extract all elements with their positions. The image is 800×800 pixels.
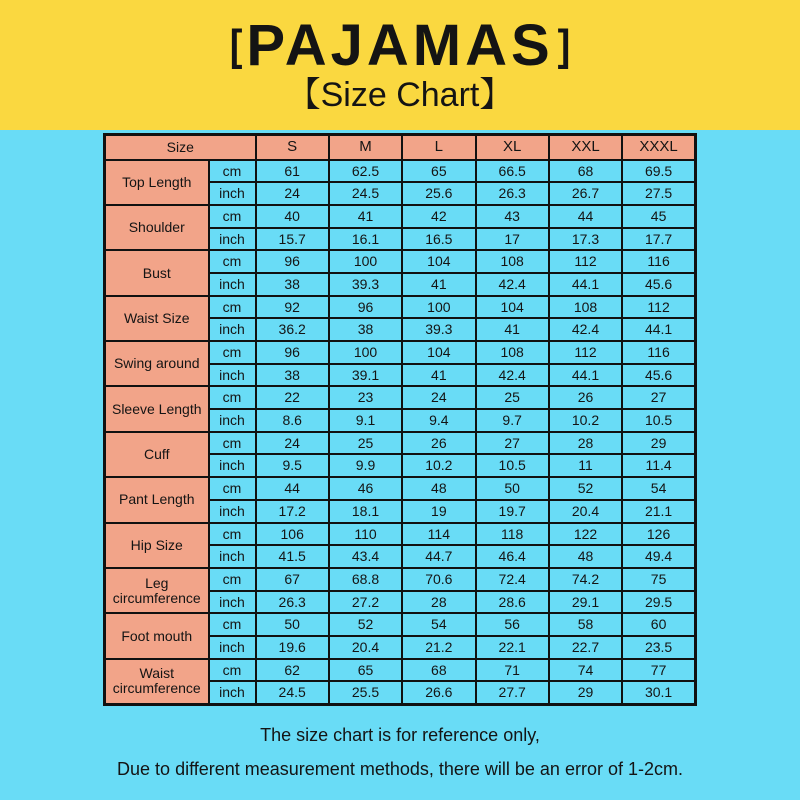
- value-cell: 68: [402, 659, 475, 682]
- value-cell: 72.4: [476, 568, 549, 591]
- value-cell: 62.5: [329, 160, 402, 183]
- value-cell: 75: [622, 568, 695, 591]
- value-cell: 25: [329, 432, 402, 455]
- value-cell: 48: [549, 545, 622, 568]
- value-cell: 10.5: [476, 454, 549, 477]
- value-cell: 96: [329, 296, 402, 319]
- unit-cell-inch: inch: [209, 228, 256, 251]
- value-cell: 10.2: [402, 454, 475, 477]
- value-cell: 126: [622, 523, 695, 546]
- value-cell: 44.1: [622, 318, 695, 341]
- value-cell: 9.5: [256, 454, 329, 477]
- measurement-row-cm: [105, 432, 696, 455]
- value-cell: 56: [476, 613, 549, 636]
- value-cell: 26.3: [256, 591, 329, 614]
- header-banner: [0, 0, 800, 130]
- unit-cell-cm: cm: [209, 386, 256, 409]
- size-col-header: XXXL: [622, 135, 695, 160]
- value-cell: 104: [476, 296, 549, 319]
- value-cell: 17.3: [549, 228, 622, 251]
- row-label: Sleeve Length: [105, 386, 209, 431]
- value-cell: 26: [549, 386, 622, 409]
- row-label: Waist Size: [105, 296, 209, 341]
- value-cell: 104: [402, 250, 475, 273]
- value-cell: 48: [402, 477, 475, 500]
- row-label: Shoulder: [105, 205, 209, 250]
- value-cell: 9.1: [329, 409, 402, 432]
- value-cell: 65: [402, 160, 475, 183]
- row-label: Foot mouth: [105, 613, 209, 658]
- value-cell: 58: [549, 613, 622, 636]
- measurement-row-cm: [105, 296, 696, 319]
- value-cell: 42.4: [549, 318, 622, 341]
- value-cell: 54: [402, 613, 475, 636]
- value-cell: 45.6: [622, 273, 695, 296]
- value-cell: 19: [402, 500, 475, 523]
- value-cell: 52: [549, 477, 622, 500]
- value-cell: 24: [256, 182, 329, 205]
- row-label: Pant Length: [105, 477, 209, 522]
- unit-cell-cm: cm: [209, 160, 256, 183]
- value-cell: 61: [256, 160, 329, 183]
- value-cell: 21.2: [402, 636, 475, 659]
- value-cell: 50: [476, 477, 549, 500]
- row-label: Swing around: [105, 341, 209, 386]
- value-cell: 40: [256, 205, 329, 228]
- value-cell: 21.1: [622, 500, 695, 523]
- value-cell: 44.1: [549, 273, 622, 296]
- size-col-header: S: [256, 135, 329, 160]
- value-cell: 41: [402, 273, 475, 296]
- unit-cell-cm: cm: [209, 250, 256, 273]
- value-cell: 24: [402, 386, 475, 409]
- unit-cell-cm: cm: [209, 205, 256, 228]
- measurement-row-cm: [105, 613, 696, 636]
- value-cell: 28: [402, 591, 475, 614]
- value-cell: 112: [549, 250, 622, 273]
- value-cell: 23: [329, 386, 402, 409]
- value-cell: 112: [549, 341, 622, 364]
- value-cell: 24.5: [329, 182, 402, 205]
- value-cell: 30.1: [622, 681, 695, 704]
- value-cell: 39.1: [329, 364, 402, 387]
- value-cell: 11: [549, 454, 622, 477]
- title-text: PAJAMAS: [246, 13, 554, 79]
- measurement-row-cm: [105, 205, 696, 228]
- value-cell: 8.6: [256, 409, 329, 432]
- value-cell: 16.5: [402, 228, 475, 251]
- size-table-body: [105, 160, 696, 705]
- footer-line-1: The size chart is for reference only,: [260, 725, 540, 745]
- value-cell: 74: [549, 659, 622, 682]
- value-cell: 42: [402, 205, 475, 228]
- measurement-row-cm: [105, 523, 696, 546]
- value-cell: 16.1: [329, 228, 402, 251]
- value-cell: 122: [549, 523, 622, 546]
- value-cell: 44: [256, 477, 329, 500]
- value-cell: 77: [622, 659, 695, 682]
- value-cell: 27.2: [329, 591, 402, 614]
- value-cell: 74.2: [549, 568, 622, 591]
- value-cell: 42.4: [476, 364, 549, 387]
- value-cell: 66.5: [476, 160, 549, 183]
- unit-cell-inch: inch: [209, 318, 256, 341]
- row-label: Top Length: [105, 160, 209, 205]
- unit-cell-cm: cm: [209, 613, 256, 636]
- row-label: Bust: [105, 250, 209, 295]
- value-cell: 29.1: [549, 591, 622, 614]
- value-cell: 20.4: [329, 636, 402, 659]
- value-cell: 38: [256, 273, 329, 296]
- measurement-row-cm: [105, 341, 696, 364]
- value-cell: 116: [622, 250, 695, 273]
- value-cell: 60: [622, 613, 695, 636]
- value-cell: 68.8: [329, 568, 402, 591]
- value-cell: 39.3: [329, 273, 402, 296]
- value-cell: 104: [402, 341, 475, 364]
- value-cell: 69.5: [622, 160, 695, 183]
- value-cell: 28: [549, 432, 622, 455]
- value-cell: 22: [256, 386, 329, 409]
- page-subtitle: 【Size Chart】: [286, 76, 514, 115]
- value-cell: 100: [402, 296, 475, 319]
- value-cell: 41: [402, 364, 475, 387]
- value-cell: 62: [256, 659, 329, 682]
- value-cell: 10.2: [549, 409, 622, 432]
- value-cell: 116: [622, 341, 695, 364]
- size-table-head: [105, 135, 696, 160]
- value-cell: 41.5: [256, 545, 329, 568]
- measurement-row-cm: [105, 160, 696, 183]
- measurement-row-cm: [105, 386, 696, 409]
- row-label: Leg circumference: [105, 568, 209, 613]
- value-cell: 9.4: [402, 409, 475, 432]
- value-cell: 65: [329, 659, 402, 682]
- unit-cell-cm: cm: [209, 568, 256, 591]
- value-cell: 50: [256, 613, 329, 636]
- title-bracket-left: [: [229, 22, 243, 71]
- unit-cell-inch: inch: [209, 409, 256, 432]
- value-cell: 29: [549, 681, 622, 704]
- measurement-row-cm: [105, 250, 696, 273]
- unit-cell-cm: cm: [209, 477, 256, 500]
- unit-cell-inch: inch: [209, 273, 256, 296]
- value-cell: 70.6: [402, 568, 475, 591]
- footer-note: [0, 724, 800, 780]
- value-cell: 26.7: [549, 182, 622, 205]
- value-cell: 52: [329, 613, 402, 636]
- value-cell: 28.6: [476, 591, 549, 614]
- value-cell: 22.7: [549, 636, 622, 659]
- value-cell: 19.6: [256, 636, 329, 659]
- value-cell: 68: [549, 160, 622, 183]
- value-cell: 10.5: [622, 409, 695, 432]
- value-cell: 24.5: [256, 681, 329, 704]
- value-cell: 110: [329, 523, 402, 546]
- value-cell: 42.4: [476, 273, 549, 296]
- value-cell: 43.4: [329, 545, 402, 568]
- unit-cell-cm: cm: [209, 432, 256, 455]
- value-cell: 106: [256, 523, 329, 546]
- measurement-row-cm: [105, 477, 696, 500]
- value-cell: 118: [476, 523, 549, 546]
- unit-cell-inch: inch: [209, 454, 256, 477]
- value-cell: 17.2: [256, 500, 329, 523]
- row-label: Hip Size: [105, 523, 209, 568]
- value-cell: 108: [476, 341, 549, 364]
- value-cell: 22.1: [476, 636, 549, 659]
- value-cell: 18.1: [329, 500, 402, 523]
- value-cell: 38: [256, 364, 329, 387]
- footer-line-2: Due to different measurement methods, there will be an error of 1-2cm.: [117, 759, 683, 779]
- value-cell: 43: [476, 205, 549, 228]
- value-cell: 29.5: [622, 591, 695, 614]
- value-cell: 26.3: [476, 182, 549, 205]
- value-cell: 41: [476, 318, 549, 341]
- value-cell: 17.7: [622, 228, 695, 251]
- unit-cell-inch: inch: [209, 364, 256, 387]
- value-cell: 54: [622, 477, 695, 500]
- size-header-cell: Size: [105, 135, 256, 160]
- value-cell: 96: [256, 250, 329, 273]
- unit-cell-cm: cm: [209, 659, 256, 682]
- measurement-row-cm: [105, 568, 696, 591]
- value-cell: 26: [402, 432, 475, 455]
- unit-cell-inch: inch: [209, 591, 256, 614]
- value-cell: 25.5: [329, 681, 402, 704]
- row-label: Waist circumference: [105, 659, 209, 704]
- value-cell: 11.4: [622, 454, 695, 477]
- value-cell: 15.7: [256, 228, 329, 251]
- value-cell: 26.6: [402, 681, 475, 704]
- page-title: [226, 13, 575, 79]
- value-cell: 27: [622, 386, 695, 409]
- value-cell: 45: [622, 205, 695, 228]
- value-cell: 41: [329, 205, 402, 228]
- value-cell: 19.7: [476, 500, 549, 523]
- value-cell: 24: [256, 432, 329, 455]
- value-cell: 44.1: [549, 364, 622, 387]
- value-cell: 44.7: [402, 545, 475, 568]
- value-cell: 27.7: [476, 681, 549, 704]
- value-cell: 46.4: [476, 545, 549, 568]
- unit-cell-inch: inch: [209, 681, 256, 704]
- size-col-header: XL: [476, 135, 549, 160]
- value-cell: 23.5: [622, 636, 695, 659]
- value-cell: 44: [549, 205, 622, 228]
- value-cell: 92: [256, 296, 329, 319]
- value-cell: 39.3: [402, 318, 475, 341]
- value-cell: 20.4: [549, 500, 622, 523]
- value-cell: 36.2: [256, 318, 329, 341]
- value-cell: 46: [329, 477, 402, 500]
- value-cell: 45.6: [622, 364, 695, 387]
- size-table: [103, 133, 697, 706]
- value-cell: 108: [549, 296, 622, 319]
- row-label: Cuff: [105, 432, 209, 477]
- size-col-header: XXL: [549, 135, 622, 160]
- value-cell: 29: [622, 432, 695, 455]
- value-cell: 9.9: [329, 454, 402, 477]
- value-cell: 100: [329, 341, 402, 364]
- value-cell: 71: [476, 659, 549, 682]
- value-cell: 114: [402, 523, 475, 546]
- unit-cell-cm: cm: [209, 523, 256, 546]
- value-cell: 49.4: [622, 545, 695, 568]
- title-bracket-right: ]: [557, 22, 571, 71]
- value-cell: 9.7: [476, 409, 549, 432]
- unit-cell-cm: cm: [209, 296, 256, 319]
- size-col-header: M: [329, 135, 402, 160]
- measurement-row-cm: [105, 659, 696, 682]
- value-cell: 67: [256, 568, 329, 591]
- value-cell: 25: [476, 386, 549, 409]
- value-cell: 27.5: [622, 182, 695, 205]
- unit-cell-cm: cm: [209, 341, 256, 364]
- value-cell: 38: [329, 318, 402, 341]
- value-cell: 100: [329, 250, 402, 273]
- value-cell: 17: [476, 228, 549, 251]
- value-cell: 108: [476, 250, 549, 273]
- unit-cell-inch: inch: [209, 636, 256, 659]
- value-cell: 112: [622, 296, 695, 319]
- value-cell: 96: [256, 341, 329, 364]
- value-cell: 27: [476, 432, 549, 455]
- value-cell: 25.6: [402, 182, 475, 205]
- unit-cell-inch: inch: [209, 500, 256, 523]
- unit-cell-inch: inch: [209, 545, 256, 568]
- unit-cell-inch: inch: [209, 182, 256, 205]
- size-col-header: L: [402, 135, 475, 160]
